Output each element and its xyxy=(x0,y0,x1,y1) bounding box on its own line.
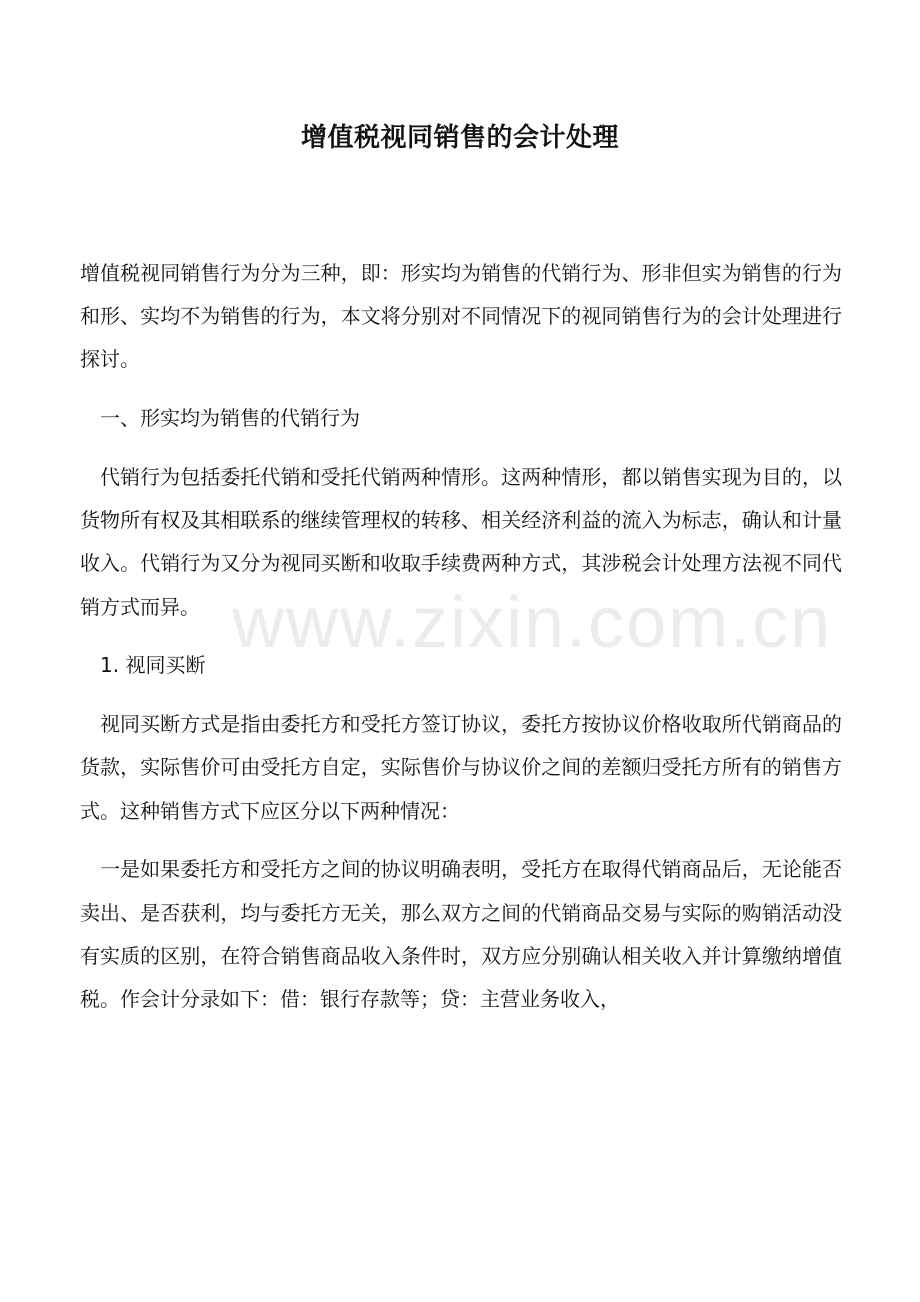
watermark: www.zixin.com.cn xyxy=(232,583,833,663)
paragraph-case-one: 一是如果委托方和受托方之间的协议明确表明，受托方在取得代销商品后，无论能否卖出、是否获利，均与委托方无关，那么双方之间的代销商品交易与实际的购销活动没有实质的区别，在符合销售商品收入条件时，双方应分别确认相关收入并计算缴纳增值税。作会计分录如下：借：银行存款等；贷：主营业务收入， xyxy=(80,857,842,1012)
paragraph-consignment: 代销行为包括委托代销和受托代销两种情形。这两种情形，都以销售实现为目的，以货物所有权及其相联系的继续管理权的转移、相关经济利益的流入为标志，确认和计量收入。代销行为又分为视同买断和收取手续费两种方式，其涉税会计处理方法视不同代销方式而异。 xyxy=(80,465,842,619)
document-title: 增值税视同销售的会计处理 xyxy=(300,123,619,153)
document-body xyxy=(80,252,842,1021)
section-heading-1: 一、形实均为销售的代销行为 xyxy=(100,406,360,431)
subsection-heading-1: 1. 视同买断 xyxy=(100,653,206,678)
paragraph-intro: 增值税视同销售行为分为三种，即：形实均为销售的代销行为、形非但实为销售的行为和形、实均不为销售的行为，本文将分别对不同情况下的视同销售行为的会计处理进行探讨。 xyxy=(80,261,842,372)
paragraph-buyout-definition: 视同买断方式是指由委托方和受托方签订协议，委托方按协议价格收取所代销商品的货款，实际售价可由受托方自定，实际售价与协议价之间的差额归受托方所有的销售方式。这种销售方式下应区分以下两种情况： xyxy=(80,712,842,823)
